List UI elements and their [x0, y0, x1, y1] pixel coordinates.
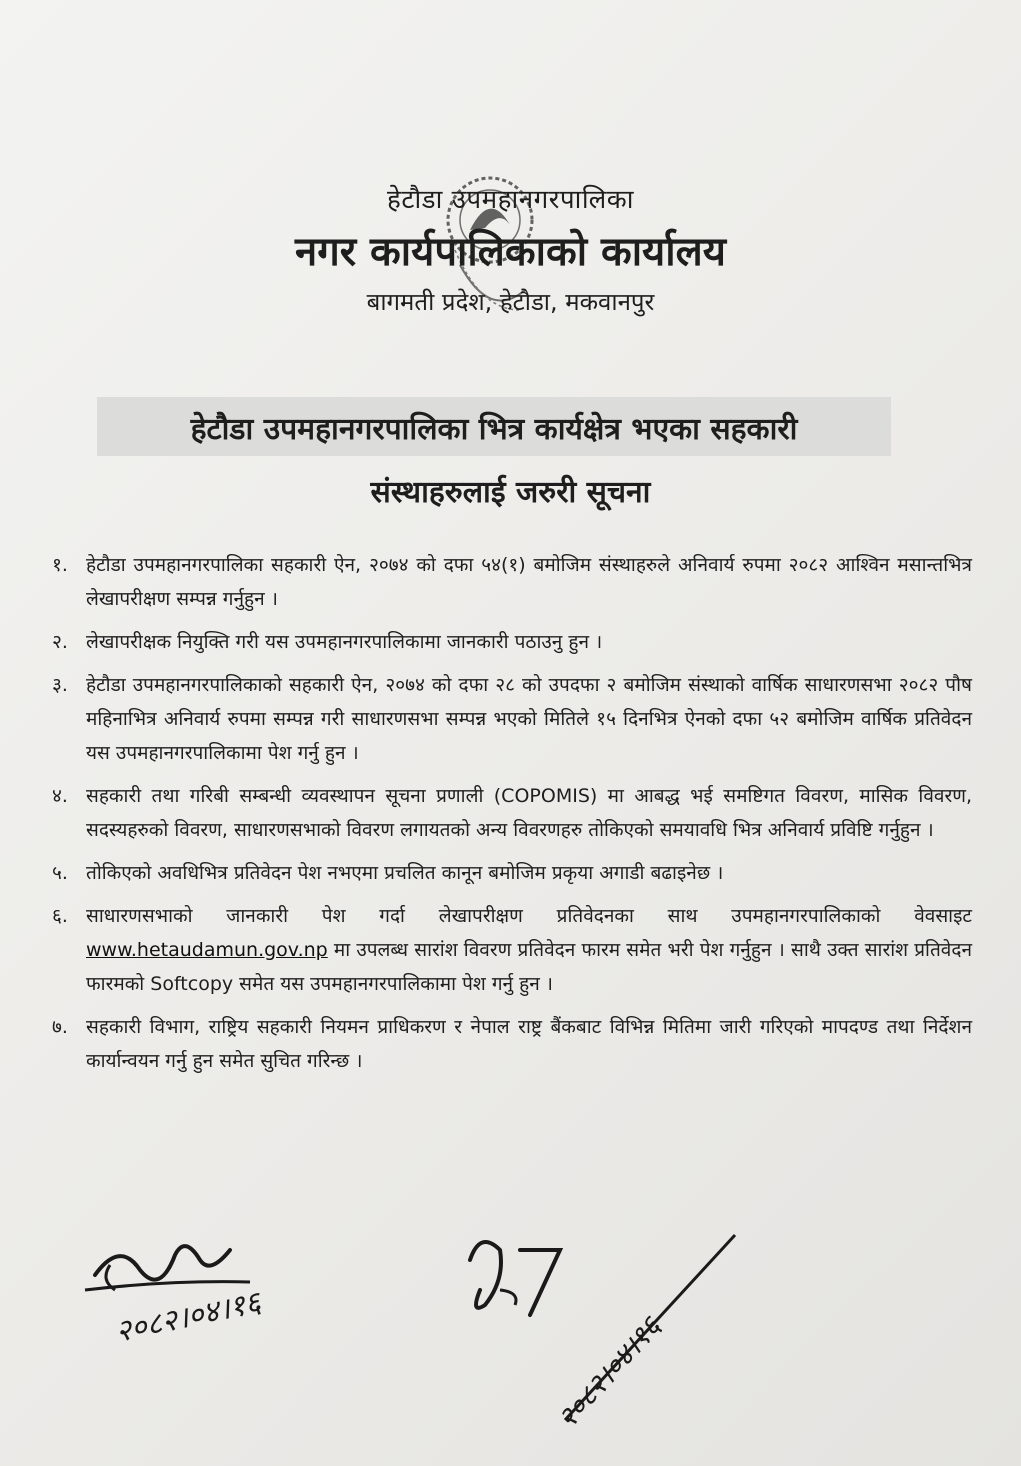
item-text: हेटौडा उपमहानगरपालिकाको सहकारी ऐन, २०७४ को दफा २८ को उपदफा २ बमोजिम संस्थाको वार्षिक साधारणसभा २०८२ पौष महिनाभित्र अनिवार्य रुपमा सम्पन्न गरी साधारणसभा सम्पन्न भएको मितिले १५ दिनभित्र ऐनको दफा ५२ बमोजिम वार्षिक प्रतिवेदन यस उपमहानगरपालिकामा पेश गर्नु हुन ।: [86, 674, 972, 764]
item-text: लेखापरीक्षक नियुक्ति गरी यस उपमहानगरपालिकामा जानकारी पठाउनु हुन ।: [86, 631, 603, 653]
item-number: २.: [52, 631, 68, 653]
item-number: ६.: [52, 905, 68, 927]
item-text-pre: साधारणसभाको जानकारी पेश गर्दा लेखापरीक्षण प्रतिवेदनका साथ उपमहानगरपालिकाको वेवसाइट: [86, 905, 972, 927]
list-item: [52, 856, 972, 890]
list-item: [52, 1010, 972, 1078]
website-link[interactable]: www.hetaudamun.gov.np: [86, 939, 328, 961]
item-text: सहकारी तथा गरिबी सम्बन्धी व्यवस्थापन सूचना प्रणाली (COPOMIS) मा आबद्ध भई समष्टिगत विवरण, मासिक विवरण, सदस्यहरुको विवरण, साधारणसभाको विवरण लगायतको अन्य विवरणहरु तोकिएको समयावधि भित्र अनिवार्य प्रविष्टि गर्नुहुन ।: [86, 785, 972, 841]
letterhead: [0, 180, 1021, 318]
item-number: ७.: [52, 1016, 68, 1038]
office-address: बागमती प्रदेश, हेटौडा, मकवानपुर: [366, 288, 655, 316]
item-text: सहकारी विभाग, राष्ट्रिय सहकारी नियमन प्राधिकरण र नेपाल राष्ट्र बैंकबाट विभिन्न मितिमा जारी गरिएको मापदण्ड तथा निर्देशन कार्यान्वयन गर्नु हुन समेत सुचित गरिन्छ ।: [86, 1016, 972, 1072]
right-signature-date: २०८२।०४।१६: [550, 1310, 668, 1435]
list-item: [52, 668, 972, 770]
list-item: [52, 899, 972, 1001]
list-item: [52, 779, 972, 847]
item-text-post: मा उपलब्ध सारांश विवरण प्रतिवेदन फारम समेत भरी पेश गर्नुहुन । साथै उक्त सारांश प्रतिवेदन फारमको Softcopy समेत यस उपमहानगरपालिकामा पेश गर्नु हुन ।: [86, 939, 972, 995]
item-text: [86, 899, 972, 1001]
item-number: ३.: [52, 674, 68, 696]
office-name: नगर कार्यपालिकाको कार्यालय: [295, 229, 726, 275]
right-signature: [470, 1235, 735, 1435]
left-signature-date: २०८२।०४।१६: [112, 1284, 264, 1350]
list-item: [52, 625, 972, 659]
item-number: ४.: [52, 785, 68, 807]
left-signature: [85, 1246, 265, 1350]
item-number: १.: [52, 554, 68, 576]
municipality-name: हेटौडा उपमहानगरपालिका: [387, 185, 634, 215]
notice-title-line-2: संस्थाहरुलाई जरुरी सूचना: [370, 475, 651, 510]
item-text: तोकिएको अवधिभित्र प्रतिवेदन पेश नभएमा प्रचलित कानून बमोजिम प्रकृया अगाडी बढाइनेछ ।: [86, 862, 724, 884]
list-item: [52, 548, 972, 616]
notice-items-list: [52, 548, 972, 1087]
signatures-area: [0, 1220, 1021, 1460]
item-text: हेटौडा उपमहानगरपालिका सहकारी ऐन, २०७४ को दफा ५४(१) बमोजिम संस्थाहरुले अनिवार्य रुपमा २०८२ आश्विन मसान्तभित्र लेखापरीक्षण सम्पन्न गर्नुहुन ।: [86, 554, 972, 610]
item-number: ५.: [52, 862, 68, 884]
notice-title-line-1: हेटौडा उपमहानगरपालिका भित्र कार्यक्षेत्र भएका सहकारी: [97, 397, 891, 456]
